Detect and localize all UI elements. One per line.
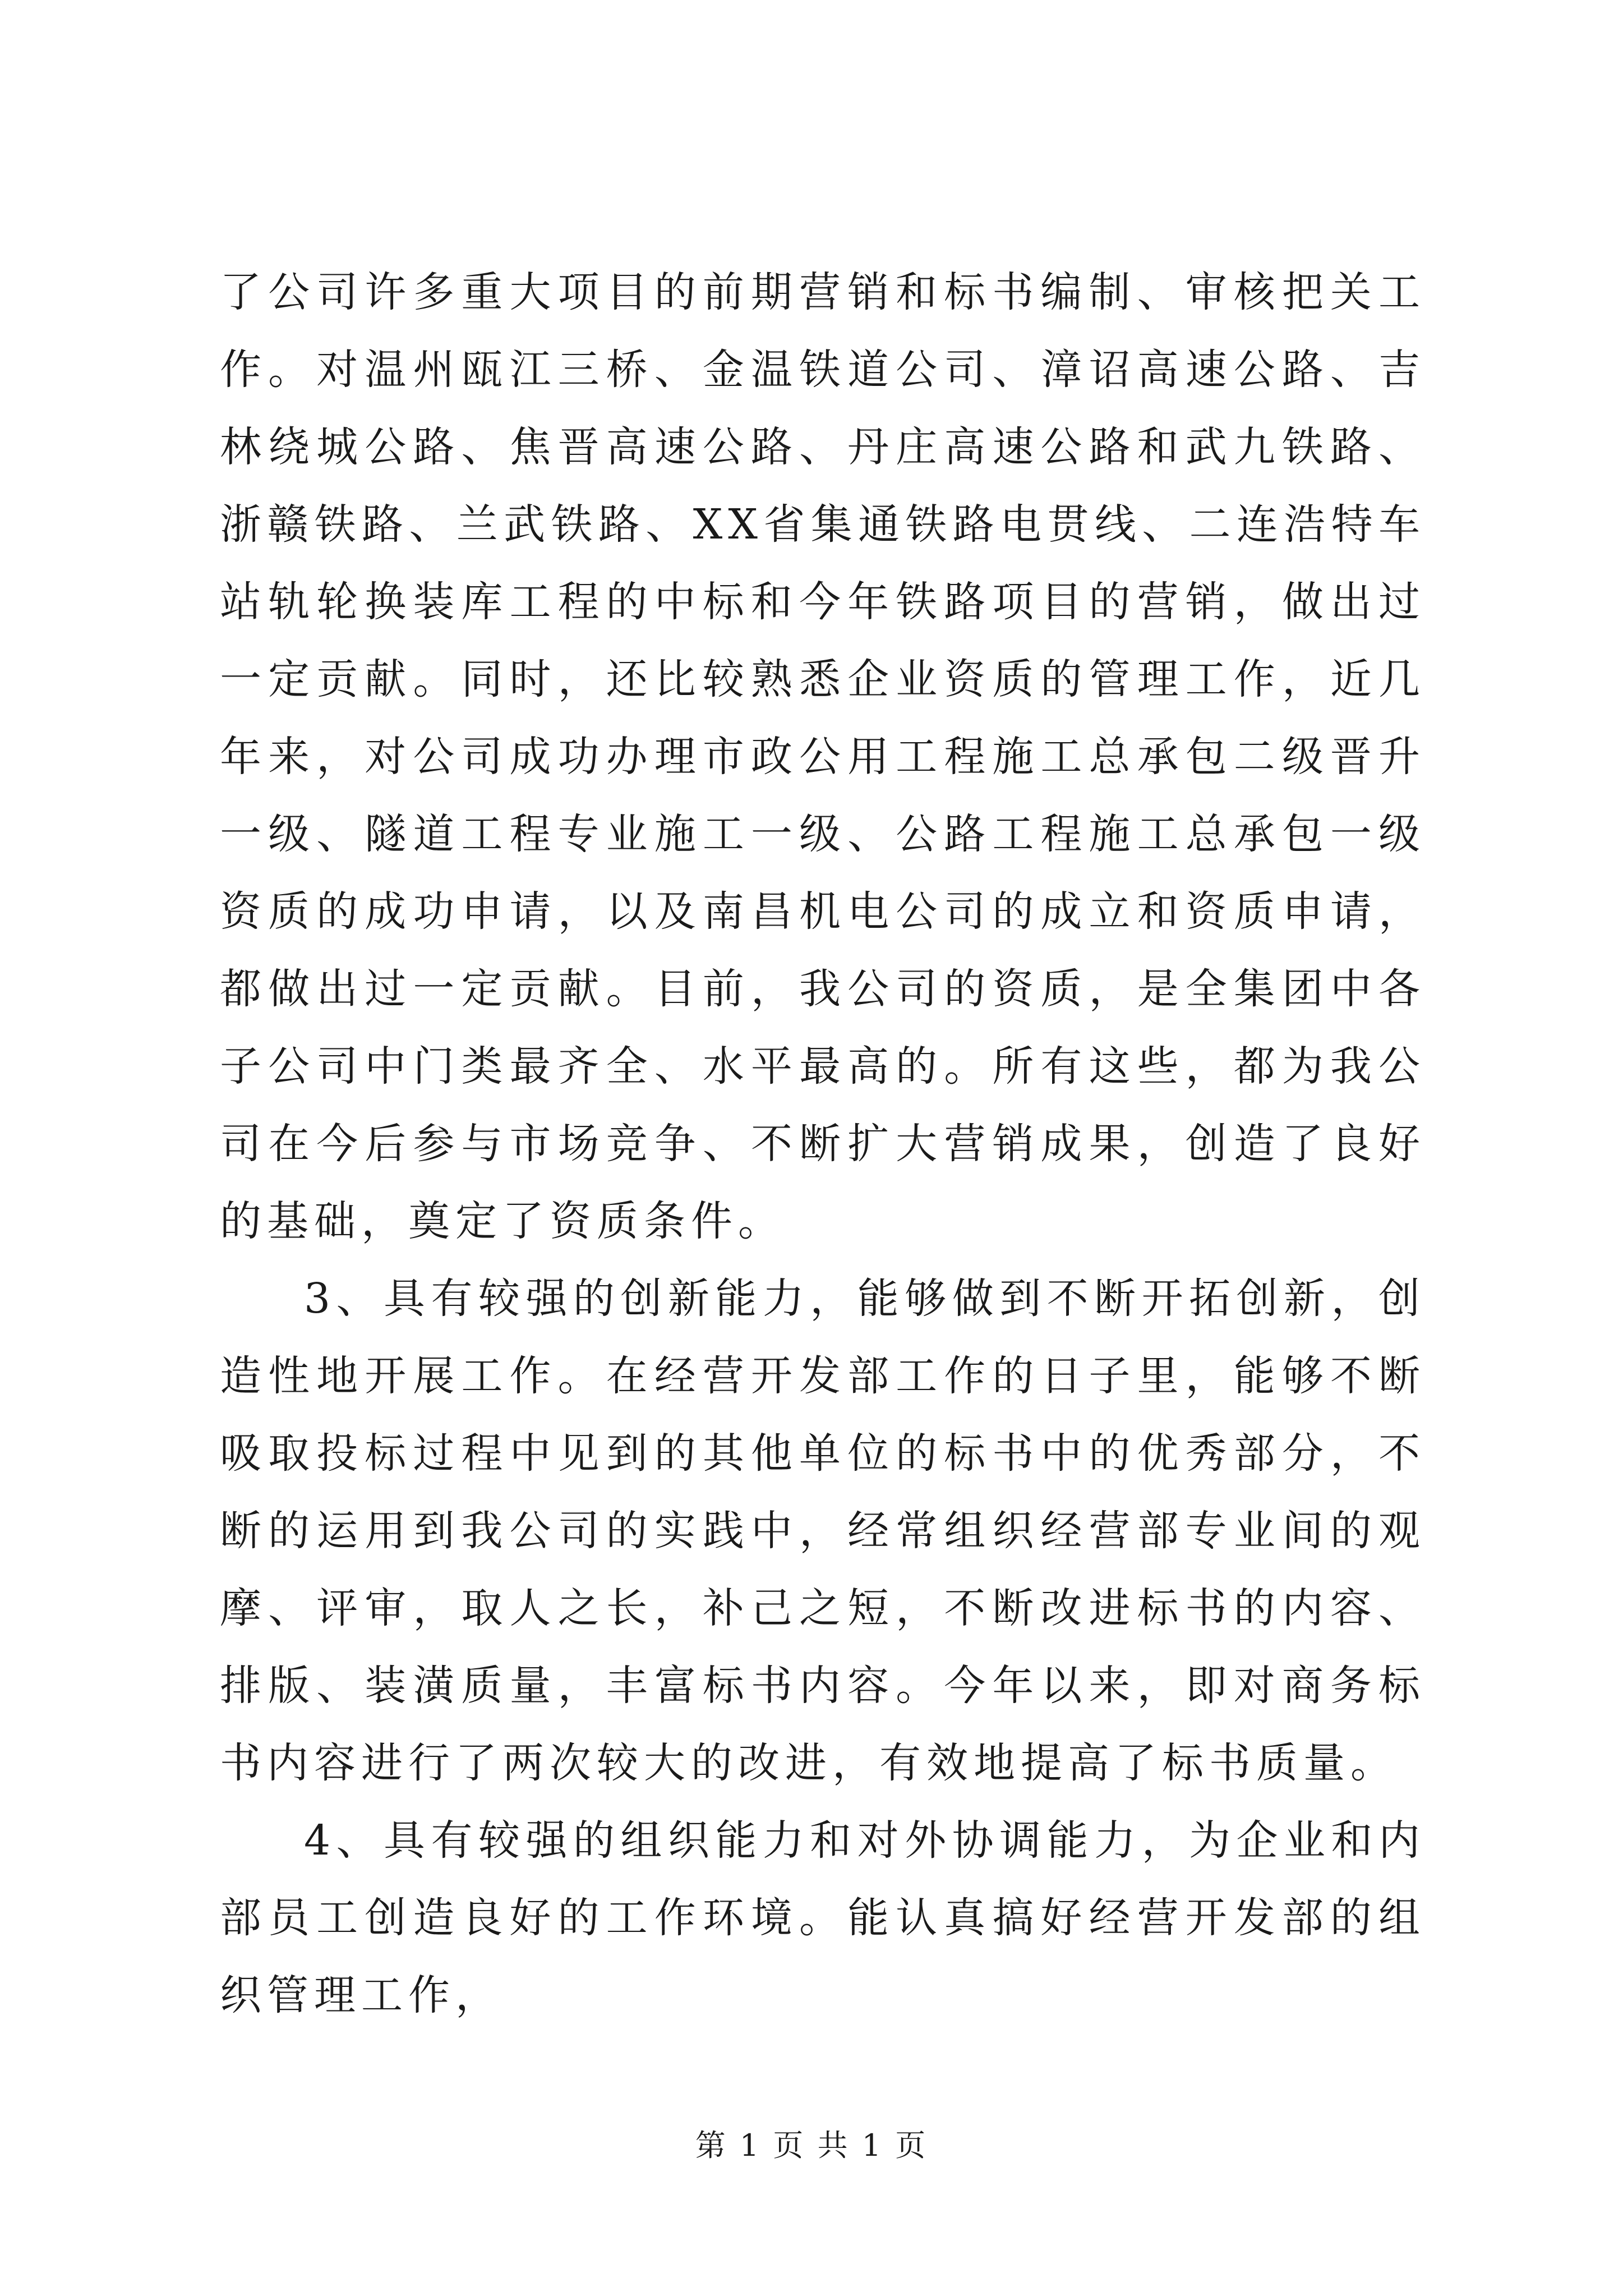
paragraph-item-4: 4、具有较强的组织能力和对外协调能力，为企业和内部员工创造良好的工作环境。能认真搞好经营开发部的组织管理工作， (220, 1816, 1426, 2019)
page-footer: 第 1 页 共 1 页 (695, 2128, 928, 2163)
paragraph-item-3: 3、具有较强的创新能力，能够做到不断开拓创新，创造性地开展工作。在经营开发部工作的日子里，能够不断吸取投标过程中见到的其他单位的标书中的优秀部分，不断的运用到我公司的实践中，经常组织经营部专业间的观摩、评审，取人之长，补己之短，不断改进标书的内容、排版、装潢质量，丰富标书内容。今年以来，即对商务标书内容进行了两次较大的改进，有效地提高了标书质量。 (220, 1274, 1426, 1787)
document-body (220, 254, 1426, 2034)
paragraph-continued: 了公司许多重大项目的前期营销和标书编制、审核把关工作。对温州瓯江三桥、金温铁道公司、漳诏高速公路、吉林绕城公路、焦晋高速公路、丹庄高速公路和武九铁路、浙赣铁路、兰武铁路、XX省集通铁路电贯线、二连浩特车站轨轮换装库工程的中标和今年铁路项目的营销，做出过一定贡献。同时，还比较熟悉企业资质的管理工作，近几年来，对公司成功办理市政公用工程施工总承包二级晋升一级、隧道工程专业施工一级、公路工程施工总承包一级资质的成功申请，以及南昌机电公司的成立和资质申请，都做出过一定贡献。目前，我公司的资质，是全集团中各子公司中门类最齐全、水平最高的。所有这些，都为我公司在今后参与市场竞争、不断扩大营销成果，创造了良好的基础，奠定了资质条件。 (220, 268, 1426, 1245)
